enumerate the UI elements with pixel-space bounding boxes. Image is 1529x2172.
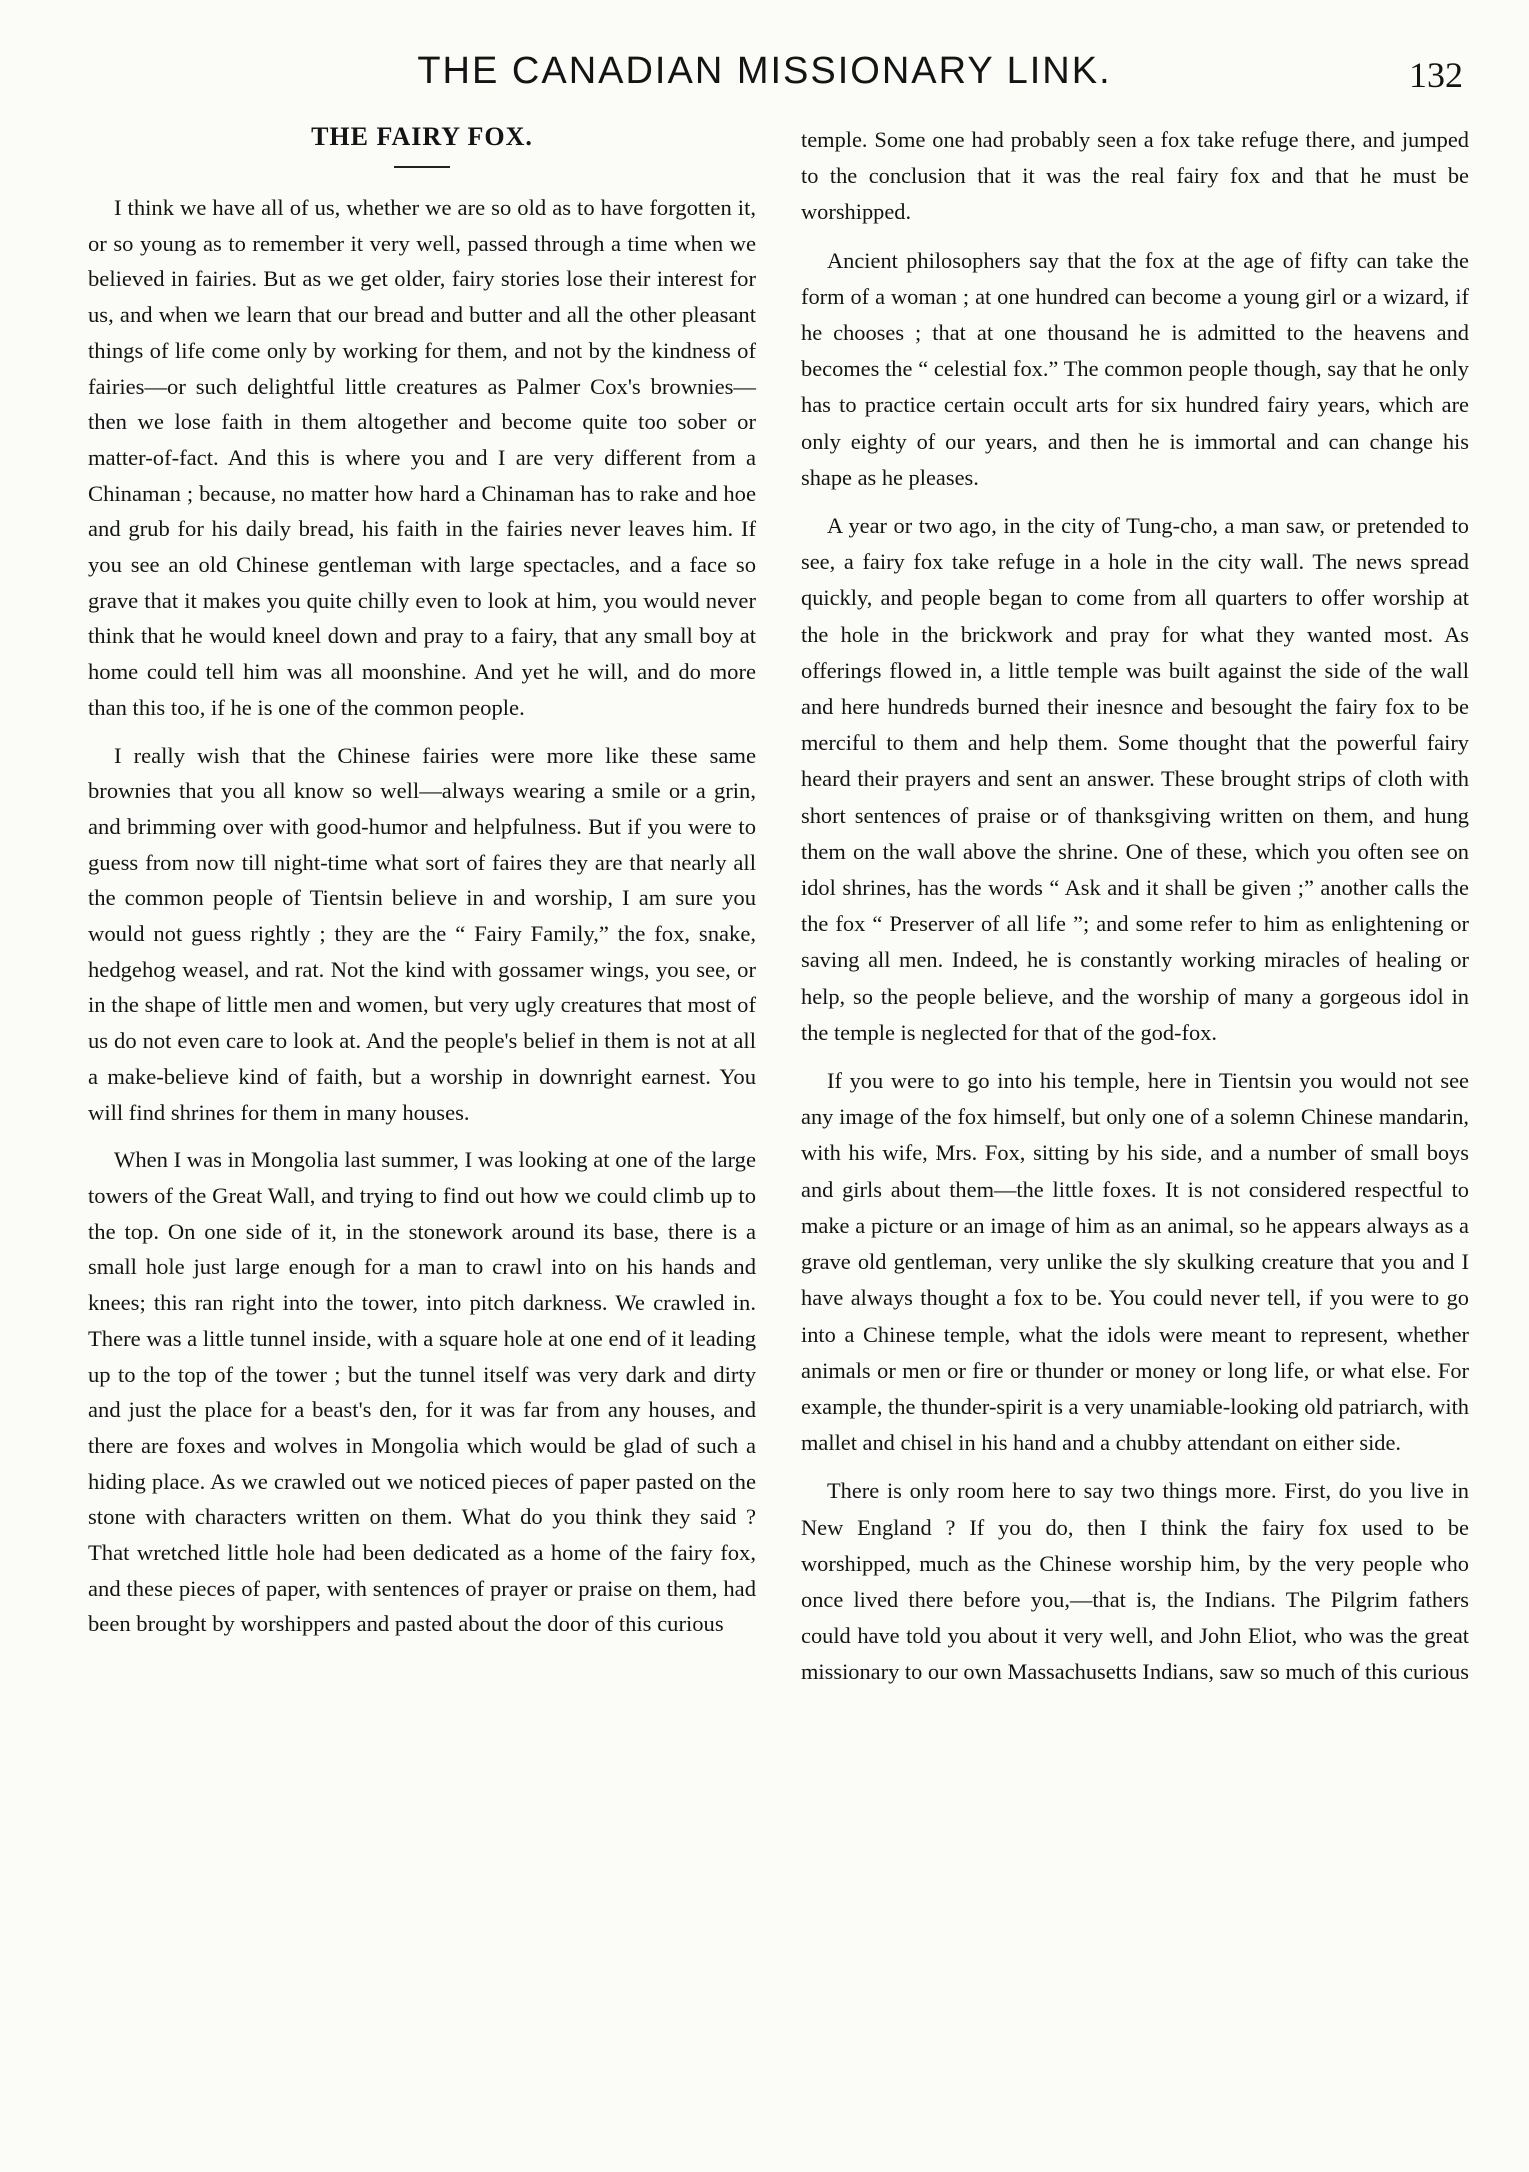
paragraph: When I was in Mongolia last summer, I was looking at one of the large towers of the Great Wall, and trying to find out how we could climb up to the top. On one side of it, in the stonework around its base, there is a small hole just large enough for a man to crawl into on his hands and knees; this ran right into the tower, into pitch darkness. We crawled in. There was a little tunnel inside, with a square hole at one end of it leading up to the top of the tower ; but the tunnel itself was very dark and dirty and just the place for a beast's den, for it was far from any houses, and there are foxes and wolves in Mongolia which would be glad of such a hiding place. As we crawled out we noticed pieces of paper pasted on the stone with characters written on them. What do you think they said ? That wretched little hole had been dedicated as a home of the fairy fox, and these pieces of paper, with sentences of prayer or praise on them, had been brought by worshippers and pasted about the door of this curious (88, 1147, 756, 1637)
page-number: 132 (1409, 55, 1463, 95)
article-title: THE FAIRY FOX. (311, 122, 533, 151)
paragraph: A year or two ago, in the city of Tung-cho, a man saw, or pretended to see, a fairy fox take refuge in a hole in the city wall. The news spread quickly, and people began to come from all quarters to offer worship at the hole in the brickwork and pray for what they wanted most. As offerings flowed in, a little temple was built against the side of the wall and here hundreds burned their inesnce and besought the fairy fox to be merciful to them and help them. Some thought that the powerful fairy heard their prayers and sent an answer. These brought strips of cloth with short sentences of praise or of thanksgiving written on them, and hung them on the wall above the shrine. One of these, which you often see on idol shrines, has the words “ Ask and it shall be given ;” another calls the the fox “ Preserver of all life ”; and some refer to him as enlightening or saving all men. Indeed, he is constantly working miracles of healing or help, so the people believe, and the worship of many a gorgeous idol in the temple is neglected for that of the god-fox. (801, 513, 1469, 1045)
paragraph: I think we have all of us, whether we are so old as to have forgotten it, or so young as to remember it very well, passed through a time when we believed in fairies. But as we get older, fairy stories lose their interest for us, and when we learn that our bread and butter and all the other pleasant things of life come only by working for them, and not by the kindness of fairies—or such delightful little creatures as Palmer Cox's brownies—then we lose faith in them altogether and become quite too sober or matter-of-fact. And this is where you and I are very different from a Chinaman ; because, no matter how hard a Chinaman has to rake and hoe and grub for his daily bread, his faith in the fairies never leaves him. If you see an old Chinese gentleman with large spectacles, and a face so grave that it makes you quite chilly even to look at him, you would never think that he would kneel down and pray to a fairy, that any small boy at home could tell him was all moonshine. And yet he will, and do more than this too, if he is one of the common people. (88, 195, 756, 720)
paragraph: There is only room here to say two things more. First, do you live in New England ? If you do, then I think the fairy fox used to be worshipped, much as the Chinese worship him, by the very people who once lived there before you,—that is, the Indians. The Pilgrim fathers could have told you about it very well, and John Eliot, who was the great missionary to our own Massachusetts Indians, saw so much of this curious (801, 1478, 1469, 1685)
left-column (60, 122, 756, 1703)
page-header (60, 40, 1469, 118)
paragraph: If you were to go into his temple, here in Tientsin you would not see any image of the fox himself, but only one of a solemn Chinese mandarin, with his wife, Mrs. Fox, sitting by his side, and a number of small boys and girls about them—the little foxes. It is not considered respectful to make a picture or an image of him as an animal, so he appears always as a grave old gentleman, very unlike the sly skulking creature that you and I have always thought a fox to be. You could never tell, if you were to go into a Chinese temple, what the idols were meant to represent, whether animals or men or fire or thunder or money or long life, or what else. For example, the thunder-spirit is a very unamiable-looking old patriarch, with mallet and chisel in his hand and a chubby attendant on either side. (801, 1068, 1469, 1456)
paragraph-continued: temple. Some one had probably seen a fox take refuge there, and jumped to the conclusion that it was the real fairy fox and that he must be worshipped. (801, 127, 1469, 225)
title-rule (394, 166, 450, 168)
paragraph: I really wish that the Chinese fairies were more like these same brownies that you all know so well—always wearing a smile or a grin, and brimming over with good-humor and helpfulness. But if you were to guess from now till night-time what sort of faires they are that nearly all the common people of Tientsin believe in and worship, I am sure you would not guess rightly ; they are the “ Fairy Family,” the fox, snake, hedgehog weasel, and rat. Not the kind with gossamer wings, you see, or in the shape of little men and women, but very ugly creatures that most of us do not even care to look at. And the people's belief in them is not at all a make-believe kind of faith, but a worship in downright earnest. You will find shrines for them in many houses. (88, 742, 756, 1125)
right-column (801, 122, 1469, 1703)
article-columns (60, 122, 1469, 1703)
journal-title: THE CANADIAN MISSIONARY LINK. (417, 50, 1112, 92)
paragraph: Ancient philosophers say that the fox at the age of fifty can take the form of a woman ; at one hundred can become a young girl or a wizard, if he chooses ; that at one thousand he is admitted to the heavens and becomes the “ celestial fox.” The common people though, say that he only has to practice certain occult arts for six hundred fairy years, which are only eighty of our years, and then he is immortal and can change his shape as he pleases. (801, 247, 1469, 490)
